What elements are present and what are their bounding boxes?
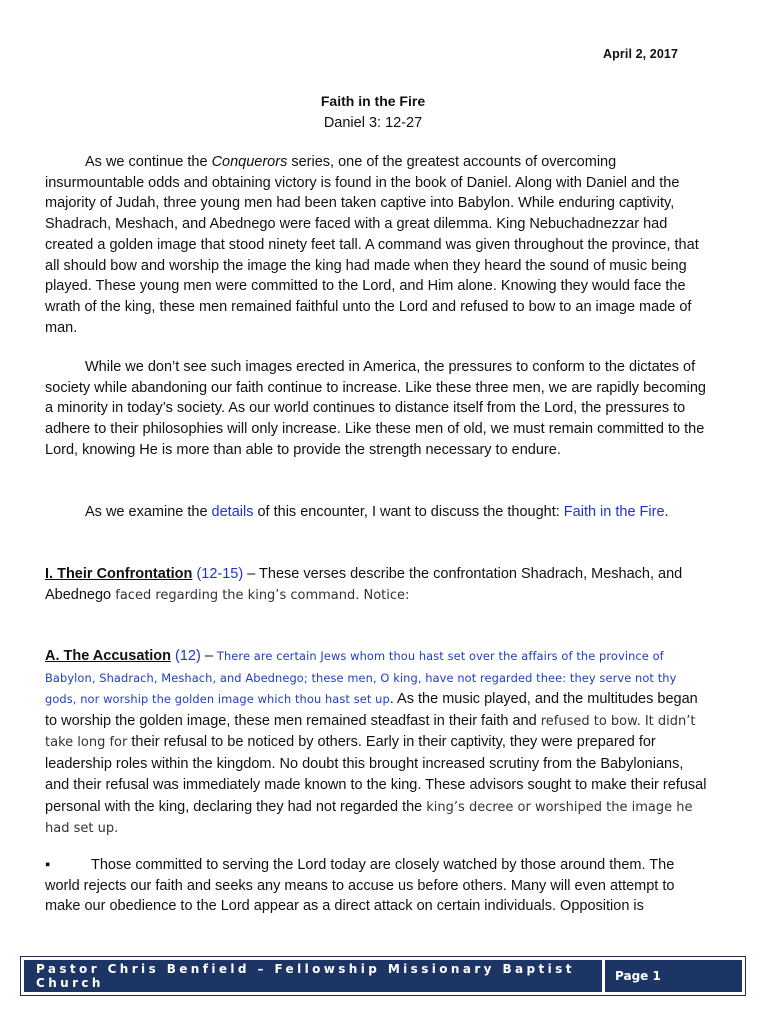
- second-paragraph: While we don’t see such images erected in America, the pressures to conform to the dictates of society while abandoning our faith continue to increase. Like these three men, we are rapidly becoming a minority in today’s society. As our world continues to distance itself from the Lord, the pressures to adhere to their philosophies will only increase. Like these men of old, we must remain committed to the Lord, knowing He is more than able to provide the strength necessary to endure.: [45, 359, 706, 458]
- scripture-reference: Daniel 3: 12-27: [323, 115, 423, 131]
- third-text-c: .: [664, 504, 669, 520]
- accusation-text-b: their refusal to be noticed by others. Early in their captivity, they were prepared for leadership roles within the kingdom. No doubt this brought increased scrutiny from the Babylonians, and their refusal was immediately made known to the king. These advisors sought to make their refusal personal with the king, declaring they had not regarded the: [45, 734, 707, 815]
- section-confrontation: [45, 564, 707, 606]
- subsection-accusation: [45, 646, 707, 840]
- accusation-text-light-2: king’s decree or worshiped the image he had set up.: [45, 799, 693, 836]
- third-text-b: of this encounter, I want to discuss the thought:: [253, 504, 564, 520]
- footer-author: Pastor Chris Benfield – Fellowship Missionary Baptist Church: [36, 962, 575, 990]
- bullet-text: Those committed to serving the Lord today are closely watched by those around them. The world rejects our faith and seeks any means to accuse us before others. Many will even attempt to make our obedience to the Lord appear as a direct attack on certain individuals. Opposition is: [45, 857, 675, 915]
- subsection-heading: A. The Accusation: [45, 648, 171, 664]
- dash: –: [200, 648, 217, 664]
- verse-reference-link[interactable]: (12-15): [196, 566, 244, 582]
- section-text-b: faced regarding the king’s command. Notice:: [111, 587, 410, 603]
- accusation-text-light-1: refused to bow. It didn’t take long for: [45, 713, 696, 750]
- faith-in-fire-link[interactable]: Faith in the Fire: [563, 504, 665, 520]
- third-paragraph: [45, 502, 707, 523]
- series-name: Conquerors: [211, 154, 288, 170]
- scripture-quote: There are certain Jews whom thou hast set over the affairs of the province of Babylon, Shadrach, Meshach, and Abednego; these men, O king, have not regarded thee: they serve not thy gods, nor worship the golden image which thou hast set up: [45, 649, 677, 706]
- bullet-paragraph: [45, 855, 707, 917]
- section-text-a: – These verses describe the confrontation Shadrach, Meshach, and Abednego: [45, 566, 683, 603]
- details-link[interactable]: details: [211, 504, 254, 520]
- third-text-a: As we examine the: [85, 504, 212, 520]
- intro-text-b: series, one of the greatest accounts of overcoming insurmountable odds and obtaining victory is found in the book of Daniel. Along with Daniel and the majority of Judah, three young men had been taken captive into Babylon. While enduring captivity, Shadrach, Meshach, and Abednego were faced with a great dilemma. King Nebuchadnezzar had created a golden image that stood ninety feet tall. A command was given throughout the province, that all should bow and worship the image the king had made when they heard the sound of music being played. These young men were committed to the Lord, and Him alone. Knowing they would face the wrath of the king, these men remained faithful unto the Lord and refused to bow to an image made of man.: [45, 154, 699, 336]
- section-heading: I. Their Confrontation: [45, 566, 193, 582]
- bullet-icon: ▪: [45, 857, 51, 873]
- document-date: April 2, 2017: [603, 47, 678, 61]
- footer-bar: [24, 960, 742, 992]
- page-number: Page 1: [615, 969, 661, 983]
- accusation-text-a: . As the music played, and the multitudes began to worship the golden image, these men remained steadfast in their faith and: [45, 691, 698, 729]
- verse-reference-link[interactable]: (12): [175, 648, 201, 664]
- page-footer: [20, 956, 746, 996]
- intro-text-a: As we continue the: [85, 154, 212, 170]
- sermon-title: Faith in the Fire: [320, 93, 426, 109]
- intro-paragraph: [45, 152, 707, 338]
